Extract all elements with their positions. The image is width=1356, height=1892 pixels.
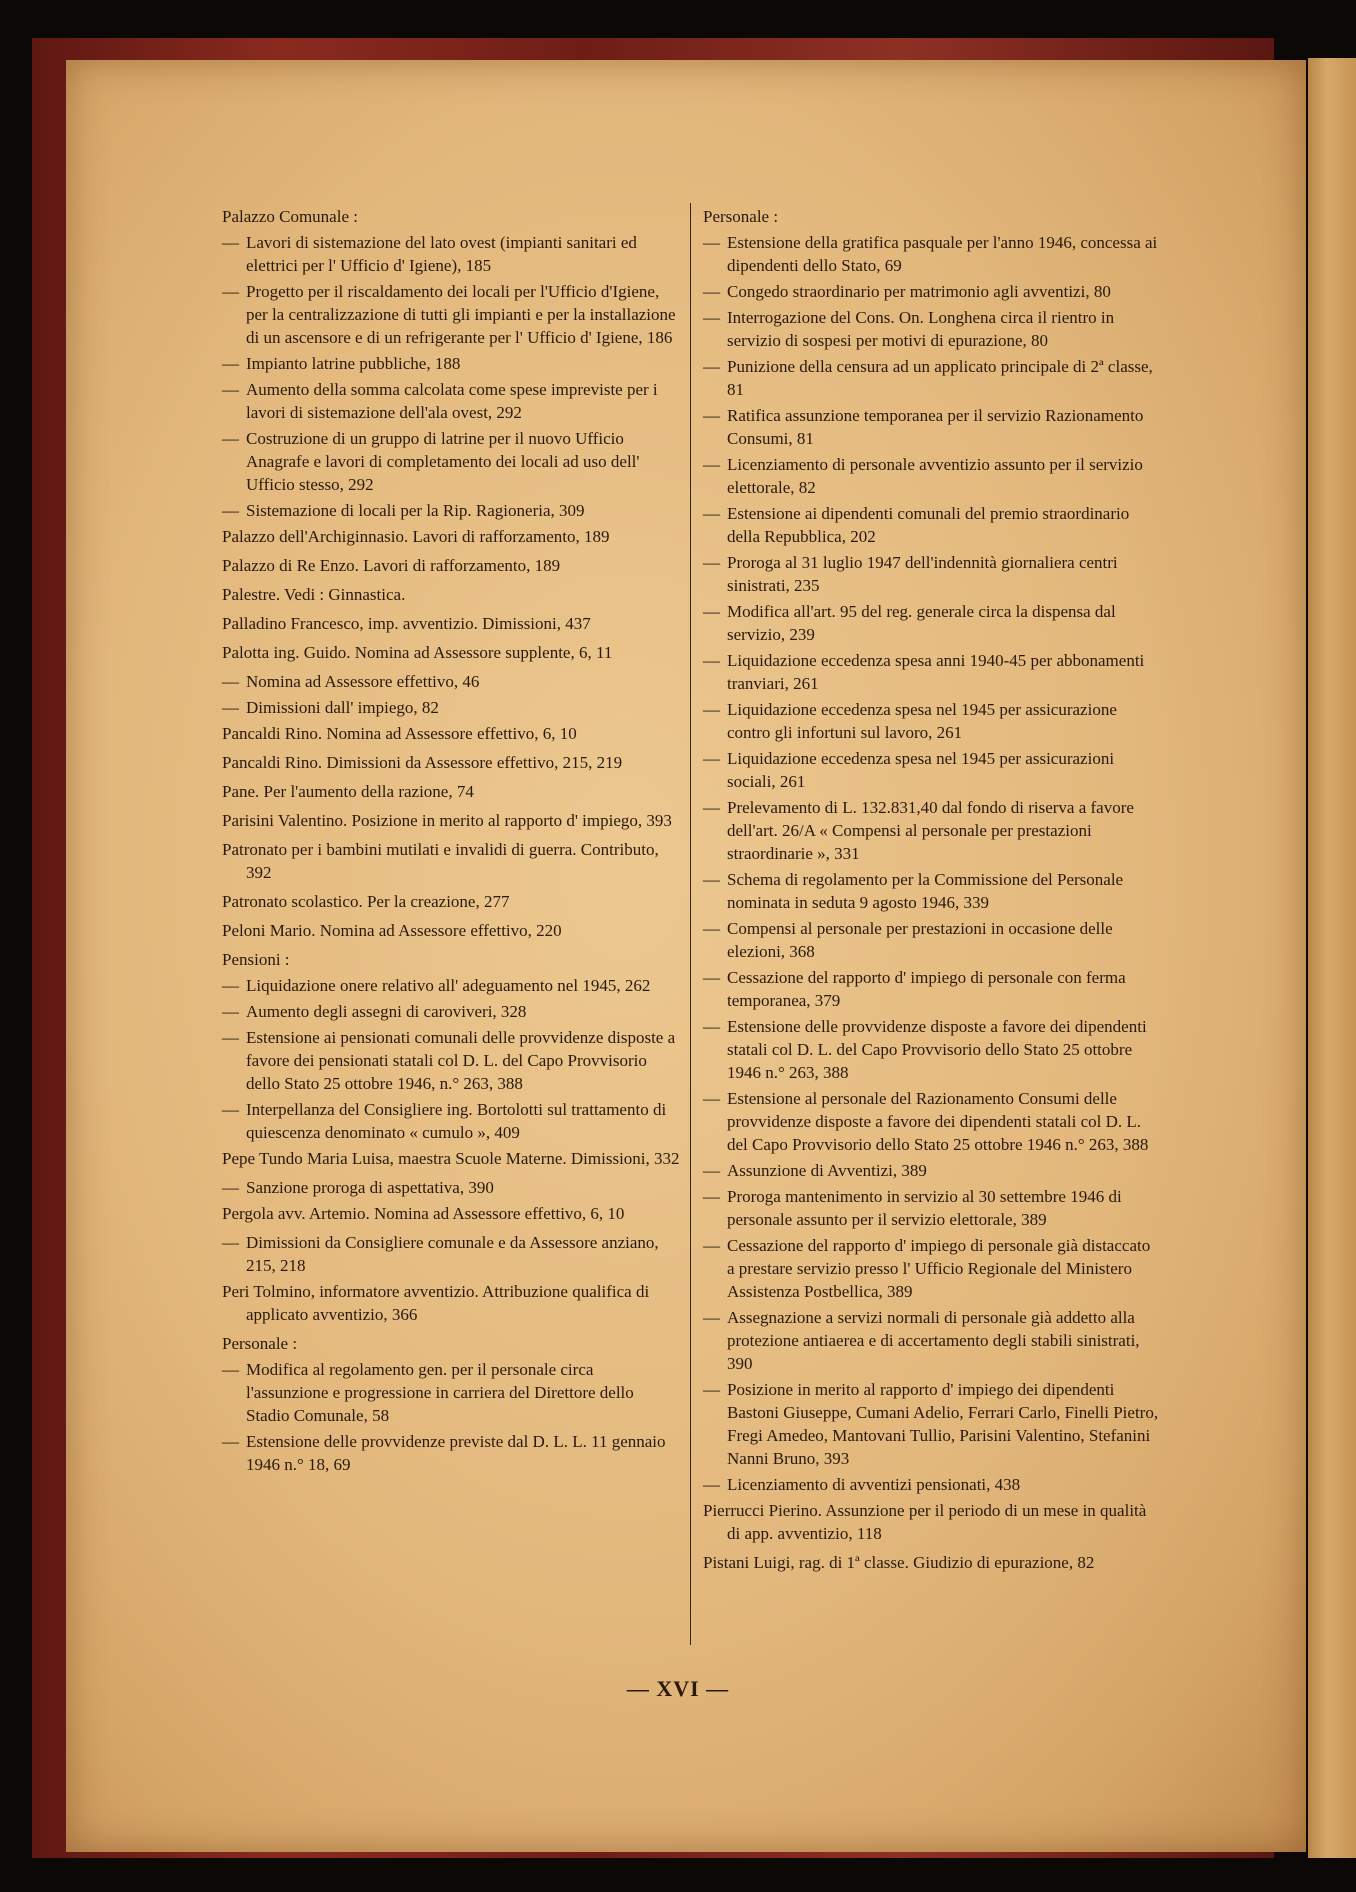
index-sub-entry: — Costruzione di un gruppo di latrine per il nuovo Ufficio Anagrafe e lavori di completamento dei locali ad uso dell' Ufficio stesso, 292 [222, 427, 680, 496]
index-heading: Personale : [703, 207, 779, 226]
index-sub-entry: — Congedo straordinario per matrimonio agli avventizi, 80 [703, 280, 1161, 303]
index-entry: Palazzo di Re Enzo. Lavori di rafforzamento, 189 [222, 556, 561, 575]
page-folio: — XVI — [626, 1676, 730, 1701]
index-sub-entry: — Aumento della somma calcolata come spese impreviste per i lavori di sistemazione dell'ala ovest, 292 [222, 378, 680, 424]
index-entry: Pancaldi Rino. Nomina ad Assessore effettivo, 6, 10 [222, 724, 577, 743]
index-sub-entry: — Liquidazione onere relativo all' adeguamento nel 1945, 262 [222, 974, 680, 997]
index-sub-entry: — Dimissioni dall' impiego, 82 [222, 696, 680, 719]
sub-entry-list [222, 1231, 680, 1277]
index-sub-entry: — Progetto per il riscaldamento dei locali per l'Ufficio d'Igiene, per la centralizzazione di tutti gli impianti e per la installazione di un ascensore e di un refrigerante per l' Ufficio d' Igiene, 186 [222, 280, 680, 349]
sub-entry-list [222, 670, 680, 719]
index-sub-entry: — Liquidazione eccedenza spesa anni 1940-45 per abbonamenti tranviari, 261 [703, 649, 1161, 695]
index-sub-entry: — Estensione delle provvidenze previste dal D. L. L. 11 gennaio 1946 n.° 18, 69 [222, 1430, 680, 1476]
right-column [703, 205, 1161, 1580]
index-sub-entry: — Modifica al regolamento gen. per il personale circa l'assunzione e progressione in carriera del Direttore dello Stadio Comunale, 58 [222, 1358, 680, 1427]
index-sub-entry: — Assegnazione a servizi normali di personale già addetto alla protezione antiaerea e di accertamento degli stabili sinistrati, 390 [703, 1306, 1161, 1375]
index-sub-entry: — Compensi al personale per prestazioni in occasione delle elezioni, 368 [703, 917, 1161, 963]
index-sub-entry: — Ratifica assunzione temporanea per il servizio Razionamento Consumi, 81 [703, 404, 1161, 450]
index-heading: Personale : [222, 1334, 298, 1353]
index-sub-entry: — Estensione delle provvidenze disposte a favore dei dipendenti statali col D. L. del Capo Provvisorio dello Stato 25 ottobre 1946 n.° 263, 388 [703, 1015, 1161, 1084]
sub-entry-list [222, 974, 680, 1144]
index-sub-entry: — Interrogazione del Cons. On. Longhena circa il rientro in servizio di sospesi per motivi di epurazione, 80 [703, 306, 1161, 352]
index-sub-entry: — Modifica all'art. 95 del reg. generale circa la dispensa dal servizio, 239 [703, 600, 1161, 646]
index-entry: Pierrucci Pierino. Assunzione per il periodo di un mese in qualità di app. avventizio, 118 [703, 1501, 1147, 1543]
index-sub-entry: — Prelevamento di L. 132.831,40 dal fondo di riserva a favore dell'art. 26/A « Compensi al personale per prestazioni straordinarie », 331 [703, 796, 1161, 865]
index-entry: Patronato scolastico. Per la creazione, 277 [222, 892, 510, 911]
index-sub-entry: — Aumento degli assegni di caroviveri, 328 [222, 1000, 680, 1023]
entry-list [222, 525, 680, 664]
index-sub-entry: — Lavori di sistemazione del lato ovest (impianti sanitari ed elettrici per l' Ufficio d' Igiene), 185 [222, 231, 680, 277]
index-sub-entry: — Dimissioni da Consigliere comunale e da Assessore anziano, 215, 218 [222, 1231, 680, 1277]
index-heading: Pensioni : [222, 950, 290, 969]
index-sub-entry: — Assunzione di Avventizi, 389 [703, 1159, 1161, 1182]
index-sub-entry: — Proroga mantenimento in servizio al 30 settembre 1946 di personale assunto per il servizio elettorale, 389 [703, 1185, 1161, 1231]
entry-list [222, 722, 680, 942]
index-sub-entry: — Proroga al 31 luglio 1947 dell'indennità giornaliera centri sinistrati, 235 [703, 551, 1161, 597]
index-entry: Pancaldi Rino. Dimissioni da Assessore effettivo, 215, 219 [222, 753, 623, 772]
sub-entry-list [703, 231, 1161, 1496]
entry-list [703, 1499, 1161, 1574]
index-entry: Peri Tolmino, informatore avventizio. Attribuzione qualifica di applicato avventizio, 366 [222, 1282, 650, 1324]
index-sub-entry: — Impianto latrine pubbliche, 188 [222, 352, 680, 375]
index-sub-entry: — Liquidazione eccedenza spesa nel 1945 per assicurazioni sociali, 261 [703, 747, 1161, 793]
left-column [222, 205, 680, 1479]
index-entry: Palazzo dell'Archiginnasio. Lavori di rafforzamento, 189 [222, 527, 610, 546]
sub-entry-list [222, 231, 680, 522]
index-heading: Palazzo Comunale : [222, 207, 358, 226]
index-sub-entry: — Sistemazione di locali per la Rip. Ragioneria, 309 [222, 499, 680, 522]
index-entry: Pergola avv. Artemio. Nomina ad Assessore effettivo, 6, 10 [222, 1204, 625, 1223]
index-entry: Pepe Tundo Maria Luisa, maestra Scuole Materne. Dimissioni, 332 [222, 1149, 680, 1168]
index-sub-entry: — Estensione al personale del Razionamento Consumi delle provvidenze disposte a favore dei dipendenti statali col D. L. del Capo Provvisorio dello Stato 25 ottobre 1946 n.° 263, 388 [703, 1087, 1161, 1156]
index-sub-entry: — Posizione in merito al rapporto d' impiego dei dipendenti Bastoni Giuseppe, Cumani Adelio, Ferrari Carlo, Finelli Pietro, Fregi Amedeo, Mantovani Tullio, Parisini Valentino, Stefanini Nanni Bruno, 393 [703, 1378, 1161, 1470]
index-sub-entry: — Cessazione del rapporto d' impiego di personale già distaccato a prestare servizio presso l' Ufficio Regionale del Ministero Assistenza Postbellica, 389 [703, 1234, 1161, 1303]
index-sub-entry: — Sanzione proroga di aspettativa, 390 [222, 1176, 680, 1199]
index-sub-entry: — Estensione ai pensionati comunali delle provvidenze disposte a favore dei pensionati statali col D. L. del Capo Provvisorio dello Stato 25 ottobre 1946, n.° 263, 388 [222, 1026, 680, 1095]
next-page-edge [1308, 58, 1356, 1858]
index-sub-entry: — Estensione ai dipendenti comunali del premio straordinario della Repubblica, 202 [703, 502, 1161, 548]
index-entry: Palestre. Vedi : Ginnastica. [222, 585, 406, 604]
index-sub-entry: — Estensione della gratifica pasquale per l'anno 1946, concessa ai dipendenti dello Stato, 69 [703, 231, 1161, 277]
index-entry: Palotta ing. Guido. Nomina ad Assessore supplente, 6, 11 [222, 643, 613, 662]
index-sub-entry: — Licenziamento di avventizi pensionati, 438 [703, 1473, 1161, 1496]
index-sub-entry: — Nomina ad Assessore effettivo, 46 [222, 670, 680, 693]
index-sub-entry: — Licenziamento di personale avventizio assunto per il servizio elettorale, 82 [703, 453, 1161, 499]
index-sub-entry: — Interpellanza del Consigliere ing. Bortolotti sul trattamento di quiescenza denominato « cumulo », 409 [222, 1098, 680, 1144]
index-entry: Peloni Mario. Nomina ad Assessore effettivo, 220 [222, 921, 562, 940]
column-divider [690, 203, 691, 1645]
index-entry: Parisini Valentino. Posizione in merito al rapporto d' impiego, 393 [222, 811, 672, 830]
sub-entry-list [222, 1358, 680, 1476]
index-sub-entry: — Cessazione del rapporto d' impiego di personale con ferma temporanea, 379 [703, 966, 1161, 1012]
index-sub-entry: — Liquidazione eccedenza spesa nel 1945 per assicurazione contro gli infortuni sul lavoro, 261 [703, 698, 1161, 744]
index-entry: Pane. Per l'aumento della razione, 74 [222, 782, 474, 801]
sub-entry-list [222, 1176, 680, 1199]
index-sub-entry: — Punizione della censura ad un applicato principale di 2ª classe, 81 [703, 355, 1161, 401]
index-entry: Patronato per i bambini mutilati e invalidi di guerra. Contributo, 392 [222, 840, 659, 882]
index-sub-entry: — Schema di regolamento per la Commissione del Personale nominata in seduta 9 agosto 1946, 339 [703, 868, 1161, 914]
index-entry: Pistani Luigi, rag. di 1ª classe. Giudizio di epurazione, 82 [703, 1553, 1095, 1572]
index-entry: Palladino Francesco, imp. avventizio. Dimissioni, 437 [222, 614, 591, 633]
